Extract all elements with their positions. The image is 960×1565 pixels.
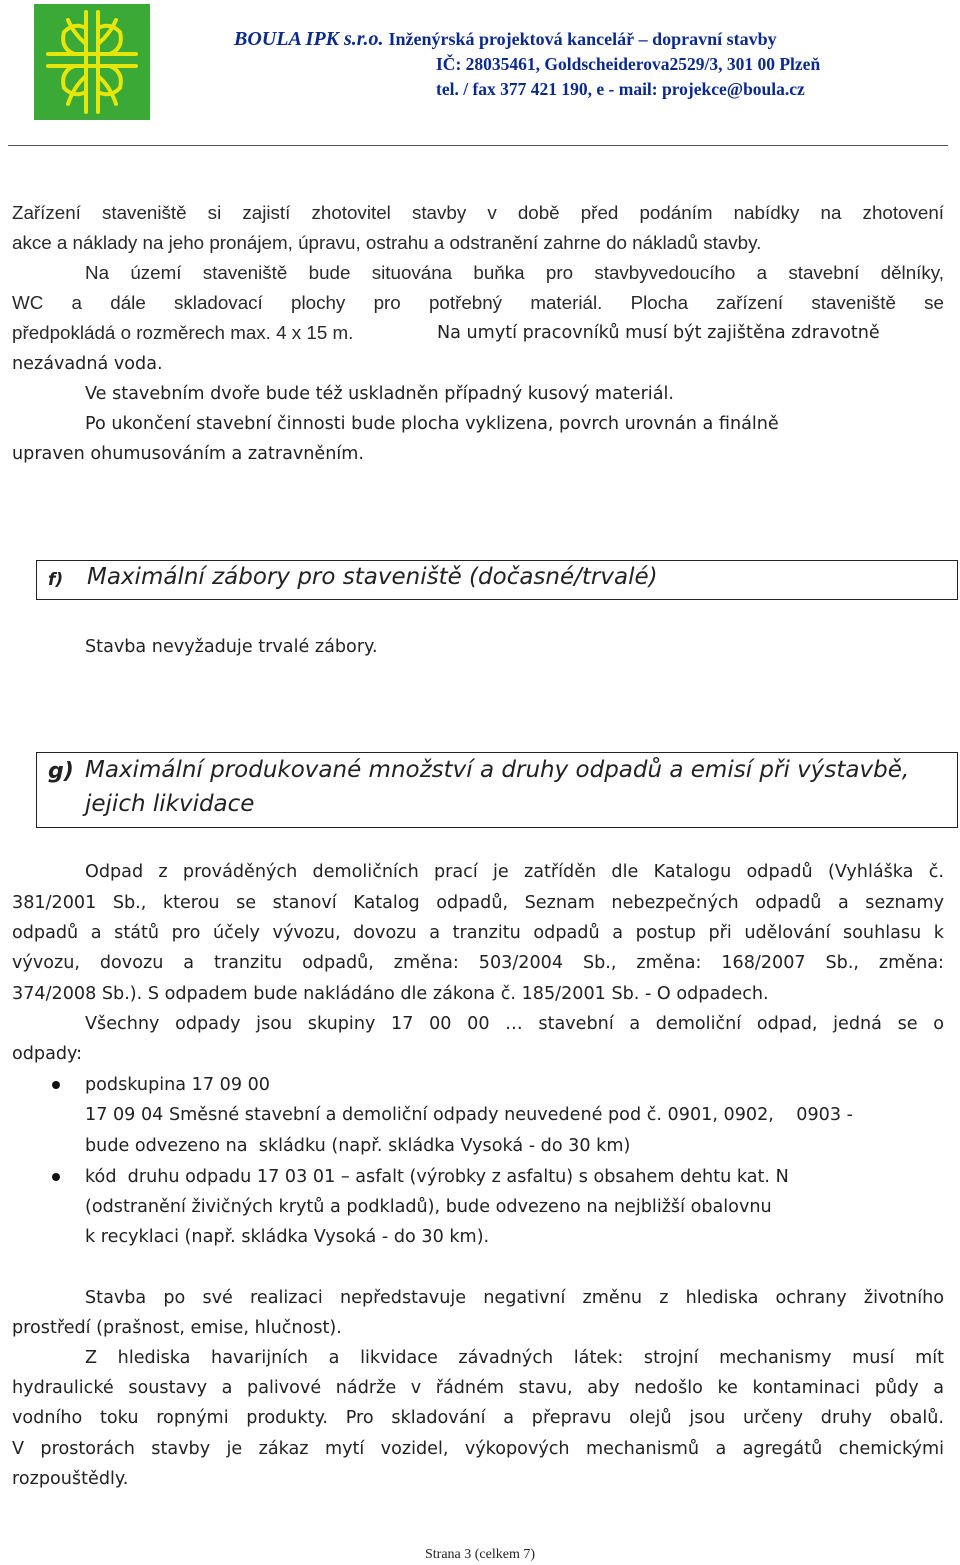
para2-line: odpady: xyxy=(12,1044,83,1064)
office-name: Inženýrská projektová kancelář – dopravní stavby xyxy=(388,29,777,49)
para1-line: 381/2001 Sb., kterou se stanoví Katalog odpadů, Seznam nebezpečných odpadů a seznamy xyxy=(12,893,944,913)
intro-line: upraven ohumusováním a zatravněním. xyxy=(12,444,365,464)
para1-line: Odpad z prováděných demoličních prací je zatříděn dle Katalogu odpadů (Vyhláška č. xyxy=(85,862,944,882)
company-logo-icon xyxy=(34,4,150,120)
section-f-heading-box xyxy=(36,560,958,600)
para1-line: 374/2008 Sb.). S odpadem bude nakládáno dle zákona č. 185/2001 Sb. - O odpadech. xyxy=(12,984,769,1004)
bullet-line: k recyklaci (např. skládka Vysoká - do 30 km). xyxy=(85,1227,490,1247)
bullet-dot xyxy=(52,1081,60,1089)
para1-line: vývozu, dovozu a tranzitu odpadů, změna: 503/2004 Sb., změna: 168/2007 Sb., změna: xyxy=(12,953,944,973)
bullet-line: podskupina 17 09 00 xyxy=(85,1075,270,1095)
intro-line: nezávadná voda. xyxy=(12,354,163,374)
para4-line: hydraulické soustavy a palivové nádrže v řádném stavu, aby nedošlo ke kontaminaci půdy a xyxy=(12,1378,944,1398)
intro-line: WC a dále skladovací plochy pro potřebný materiál. Plocha zařízení staveniště se xyxy=(12,292,944,313)
para3-line: prostředí (prašnost, emise, hlučnost). xyxy=(12,1318,342,1338)
para4-line: vodního toku ropnými produkty. Pro skladování a přepravu olejů jsou určeny druhy obalů. xyxy=(12,1408,944,1428)
intro-line: akce a náklady na jeho pronájem, úpravu, ostrahu a odstranění zahrne do nákladů stavby. xyxy=(12,232,762,253)
section-g-heading-box xyxy=(36,752,958,828)
section-g-title-line: Maximální produkované množství a druhy odpadů a emisí při výstavbě, xyxy=(85,757,910,783)
intro-line: Ve stavebním dvoře bude též uskladněn případný kusový materiál. xyxy=(85,384,674,404)
para4-line: rozpouštědly. xyxy=(12,1469,129,1489)
section-f-title: Maximální zábory pro staveniště (dočasné/trvalé) xyxy=(87,564,658,590)
bullet-line: 17 09 04 Směsné stavební a demoliční odpady neuvedené pod č. 0901, 0902, 0903 - xyxy=(85,1105,853,1125)
section-f-text: Stavba nevyžaduje trvalé zábory. xyxy=(85,637,378,657)
header-contact: tel. / fax 377 421 190, e - mail: projekce@boula.cz xyxy=(436,79,805,99)
section-g-title-line: jejich likvidace xyxy=(85,791,255,817)
bullet-dot xyxy=(52,1173,60,1181)
page-number: Strana 3 (celkem 7) xyxy=(424,1547,535,1562)
company-name: BOULA IPK s.r.o. xyxy=(234,28,384,50)
bullet-line: bude odvezeno na skládku (např. skládka Vysoká - do 30 km) xyxy=(85,1136,631,1156)
section-f-letter: f) xyxy=(48,570,64,590)
para3-line: Stavba po své realizaci nepředstavuje negativní změnu z hlediska ochrany životního xyxy=(85,1288,944,1308)
intro-line: Po ukončení stavební činnosti bude plocha vyklizena, povrch urovnán a finálně xyxy=(85,414,779,434)
para1-line: odpadů a států pro účely vývozu, dovozu a tranzitu odpadů a postup při udělování souhlasu k xyxy=(12,923,944,943)
intro-line: Na území staveniště bude situována buňka pro stavbyvedoucího a stavební dělníky, xyxy=(85,262,944,283)
header-address: IČ: 28035461, Goldscheiderova2529/3, 301 00 Plzeň xyxy=(436,54,821,74)
section-g-letter: g) xyxy=(48,759,74,784)
para2-line: Všechny odpady jsou skupiny 17 00 00 … stavební a demoliční odpad, jedná se o xyxy=(85,1014,944,1034)
intro-line: Na umytí pracovníků musí být zajištěna zdravotně xyxy=(437,323,880,343)
intro-line: předpokládá o rozměrech max. 4 x 15 m. xyxy=(12,322,354,343)
para4-line: Z hlediska havarijních a likvidace závadných látek: strojní mechanismy musí mít xyxy=(85,1348,944,1368)
header-company-line xyxy=(234,28,777,51)
intro-line: Zařízení staveniště si zajistí zhotovitel stavby v době před podáním nabídky na zhotovení xyxy=(12,202,944,223)
bullet-line: kód druhu odpadu 17 03 01 – asfalt (výrobky z asfaltu) s obsahem dehtu kat. N xyxy=(85,1167,789,1187)
bullet-line: (odstranění živičných krytů a podkladů), bude odvezeno na nejbližší obalovnu xyxy=(85,1197,772,1217)
header-divider xyxy=(8,145,948,146)
para4-line: V prostorách stavby je zákaz mytí vozidel, výkopových mechanismů a agregátů chemickými xyxy=(12,1439,944,1459)
